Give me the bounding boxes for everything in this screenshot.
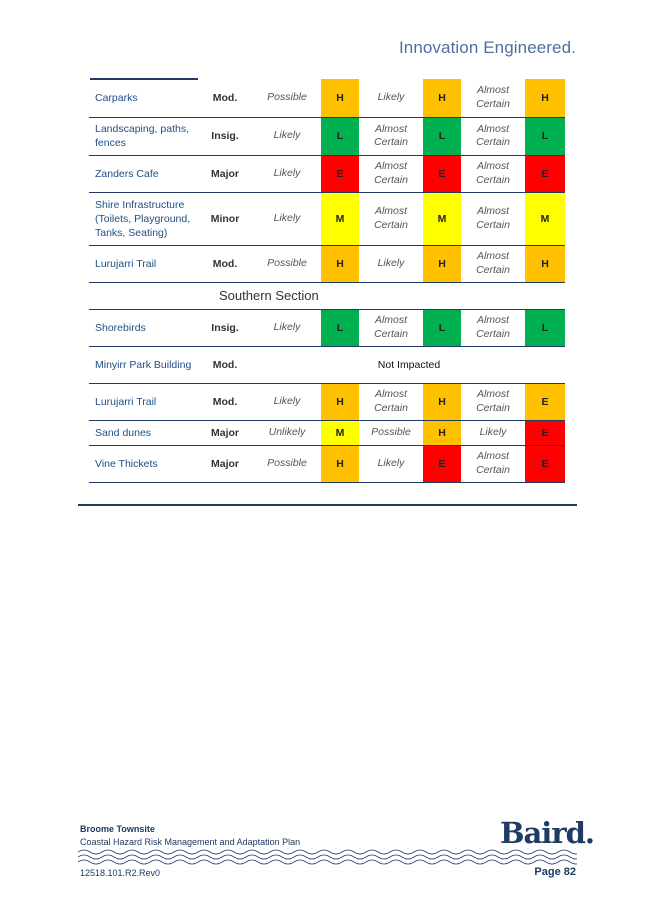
consequence: Major <box>197 155 253 192</box>
asset-name: Landscaping, paths, fences <box>89 117 197 155</box>
risk-assessment-table <box>89 79 565 483</box>
likelihood-3: Almost Certain <box>461 155 525 192</box>
likelihood-2: Almost Certain <box>359 117 423 155</box>
likelihood-1: Likely <box>253 117 321 155</box>
likelihood-3: Almost Certain <box>461 245 525 282</box>
page-number: Page 82 <box>534 866 576 878</box>
wave-pattern-decoration <box>78 848 577 866</box>
likelihood-1: Likely <box>253 383 321 420</box>
likelihood-3: Almost Certain <box>461 192 525 245</box>
risk-rating-3: M <box>525 192 565 245</box>
consequence: Mod. <box>197 79 253 117</box>
likelihood-1: Likely <box>253 155 321 192</box>
likelihood-2: Almost Certain <box>359 309 423 346</box>
risk-rating-2: H <box>423 420 461 445</box>
likelihood-1: Unlikely <box>253 420 321 445</box>
likelihood-2: Almost Certain <box>359 155 423 192</box>
likelihood-3: Almost Certain <box>461 79 525 117</box>
risk-rating-3: L <box>525 117 565 155</box>
risk-rating-3: E <box>525 420 565 445</box>
asset-name: Sand dunes <box>89 420 197 445</box>
table-row <box>89 309 565 346</box>
likelihood-1: Likely <box>253 192 321 245</box>
likelihood-2: Possible <box>359 420 423 445</box>
table-row <box>89 420 565 445</box>
consequence: Major <box>197 445 253 482</box>
table-row <box>89 245 565 282</box>
table-row <box>89 383 565 420</box>
risk-rating-1: H <box>321 445 359 482</box>
risk-rating-2: L <box>423 309 461 346</box>
likelihood-3: Almost Certain <box>461 117 525 155</box>
risk-rating-3: L <box>525 309 565 346</box>
likelihood-1: Possible <box>253 245 321 282</box>
consequence: Mod. <box>197 346 253 383</box>
risk-rating-1: M <box>321 420 359 445</box>
consequence: Insig. <box>197 309 253 346</box>
table-row <box>89 79 565 117</box>
consequence: Insig. <box>197 117 253 155</box>
asset-name: Lurujarri Trail <box>89 383 197 420</box>
likelihood-1: Possible <box>253 445 321 482</box>
risk-rating-1: L <box>321 117 359 155</box>
likelihood-1: Possible <box>253 79 321 117</box>
consequence: Mod. <box>197 245 253 282</box>
asset-name: Vine Thickets <box>89 445 197 482</box>
table-row <box>89 346 565 383</box>
risk-rating-2: M <box>423 192 461 245</box>
asset-name: Shire Infrastructure (Toilets, Playground, Tanks, Seating) <box>89 192 197 245</box>
company-tagline: Innovation Engineered. <box>398 38 576 57</box>
likelihood-3: Almost Certain <box>461 383 525 420</box>
risk-rating-1: H <box>321 245 359 282</box>
likelihood-2: Almost Certain <box>359 192 423 245</box>
asset-name: Lurujarri Trail <box>89 245 197 282</box>
risk-rating-2: L <box>423 117 461 155</box>
risk-rating-3: H <box>525 245 565 282</box>
risk-rating-2: H <box>423 383 461 420</box>
table-row <box>89 155 565 192</box>
risk-rating-1: E <box>321 155 359 192</box>
table-row <box>89 117 565 155</box>
likelihood-3: Almost Certain <box>461 445 525 482</box>
asset-name: Minyirr Park Building <box>89 346 197 383</box>
section-header-row <box>89 282 565 309</box>
footer-document-title: Coastal Hazard Risk Management and Adaptation Plan <box>80 837 301 847</box>
risk-rating-1: M <box>321 192 359 245</box>
risk-rating-3: E <box>525 155 565 192</box>
not-impacted-label: Not Impacted <box>253 346 565 383</box>
table-row <box>89 192 565 245</box>
risk-rating-3: H <box>525 79 565 117</box>
risk-rating-2: H <box>423 245 461 282</box>
asset-name: Zanders Cafe <box>89 155 197 192</box>
likelihood-3: Almost Certain <box>461 309 525 346</box>
consequence: Minor <box>197 192 253 245</box>
section-title: Southern Section <box>89 282 565 309</box>
asset-name: Shorebirds <box>89 309 197 346</box>
risk-rating-2: E <box>423 445 461 482</box>
risk-rating-1: L <box>321 309 359 346</box>
document-id: 12518.101.R2.Rev0 <box>80 868 161 878</box>
likelihood-2: Likely <box>359 245 423 282</box>
risk-rating-3: E <box>525 445 565 482</box>
footer-project-title: Broome Townsite <box>80 824 155 834</box>
likelihood-3: Likely <box>461 420 525 445</box>
likelihood-2: Likely <box>359 79 423 117</box>
likelihood-2: Likely <box>359 445 423 482</box>
risk-rating-1: H <box>321 383 359 420</box>
consequence: Mod. <box>197 383 253 420</box>
baird-logo: Baird. <box>500 816 594 850</box>
risk-rating-1: H <box>321 79 359 117</box>
risk-rating-2: H <box>423 79 461 117</box>
likelihood-1: Likely <box>253 309 321 346</box>
consequence: Major <box>197 420 253 445</box>
table-row <box>89 445 565 482</box>
asset-name: Carparks <box>89 79 197 117</box>
risk-rating-2: E <box>423 155 461 192</box>
content-divider <box>78 504 577 506</box>
risk-rating-3: E <box>525 383 565 420</box>
likelihood-2: Almost Certain <box>359 383 423 420</box>
